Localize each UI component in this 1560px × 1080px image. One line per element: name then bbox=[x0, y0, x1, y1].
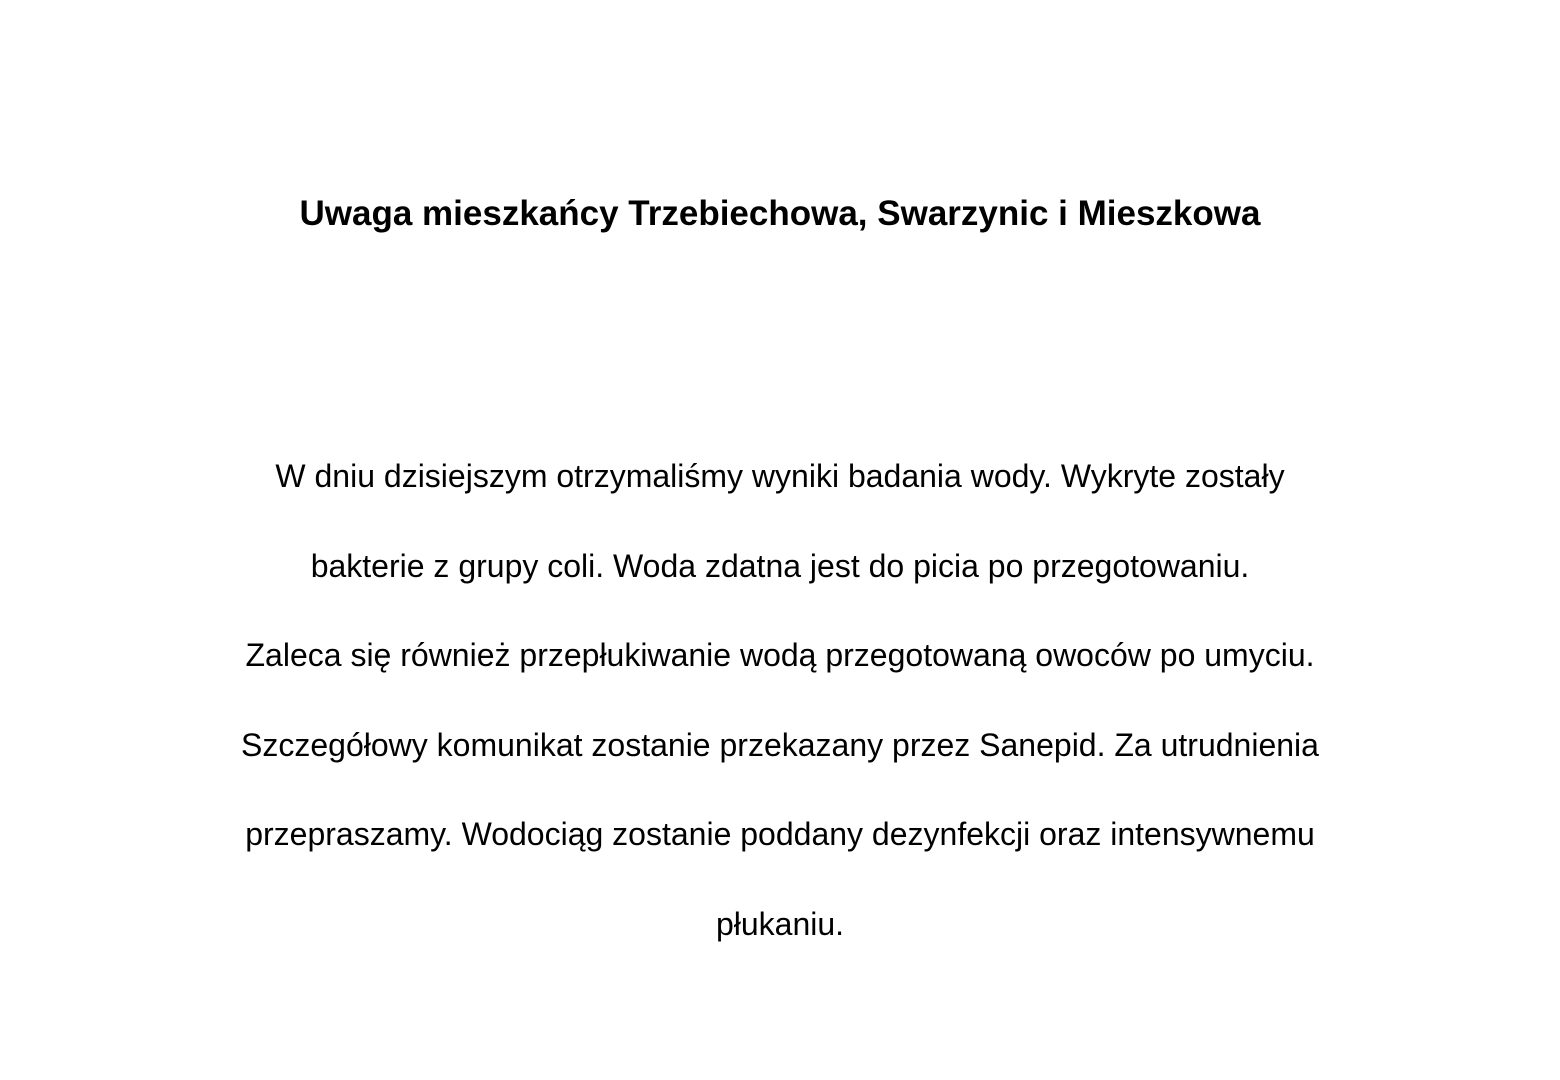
notice-line: Zaleca się również przepłukiwanie wodą przegotowaną owoców po umyciu. bbox=[245, 637, 1315, 673]
notice-title: Uwaga mieszkańcy Trzebiechowa, Swarzynic i Mieszkowa bbox=[299, 194, 1261, 233]
notice-line: W dniu dzisiejszym otrzymaliśmy wyniki badania wody. Wykryte zostały bbox=[275, 458, 1285, 494]
notice-body bbox=[0, 432, 1560, 969]
notice-line: bakterie z grupy coli. Woda zdatna jest do picia po przegotowaniu. bbox=[310, 547, 1250, 584]
notice-line: Szczegółowy komunikat zostanie przekazany przez Sanepid. Za utrudnienia bbox=[241, 726, 1319, 763]
notice-line: przepraszamy. Wodociąg zostanie poddany dezynfekcji oraz intensywnemu bbox=[245, 816, 1315, 852]
notice-line: płukaniu. bbox=[715, 905, 845, 942]
